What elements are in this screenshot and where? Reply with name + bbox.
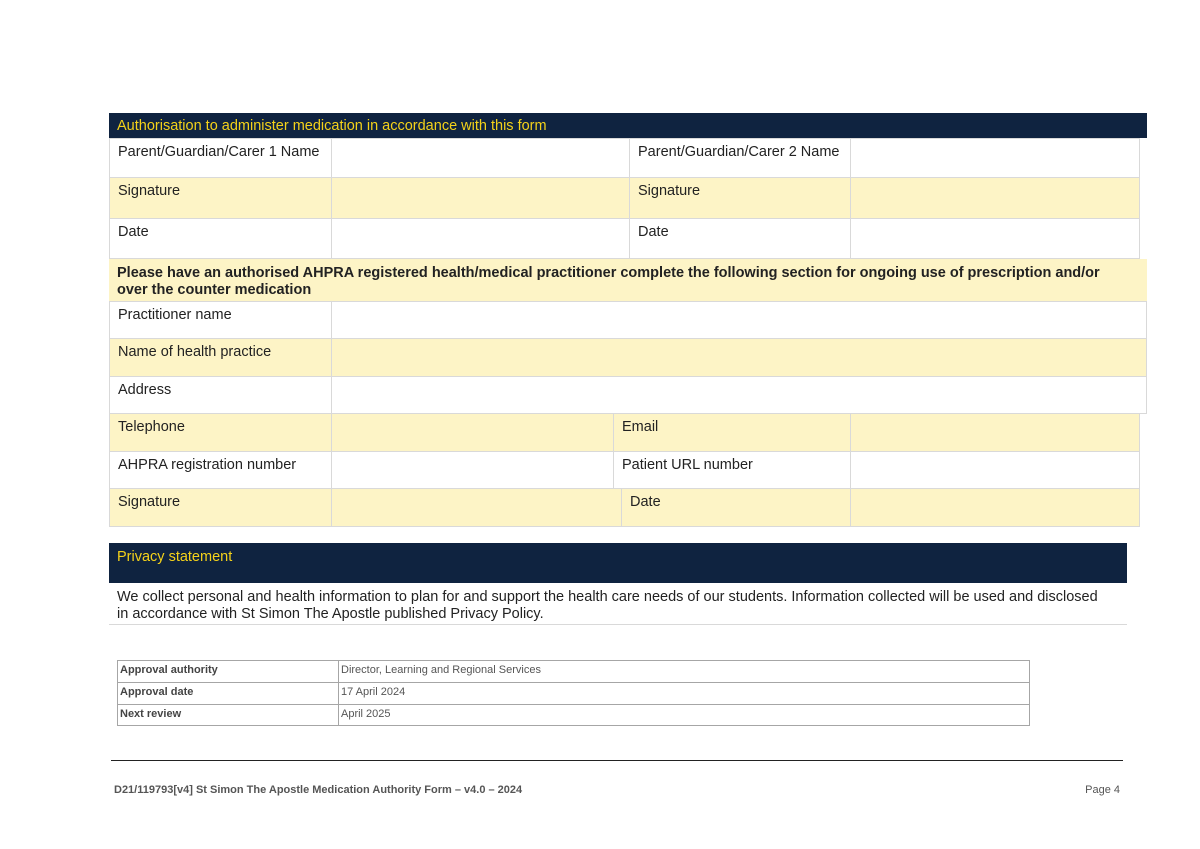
privacy-text: We collect personal and health information to plan for and support the health care needs of our students. Information collected will be used and disclosed in accordance with St Simon The Apostle published Privacy Policy. [109,583,1127,625]
email-label: Email [613,413,851,452]
practitioner-signature-field[interactable] [331,488,622,527]
email-field[interactable] [850,413,1140,452]
carer1-name-field[interactable] [331,138,630,178]
footer-doc-reference: D21/119793[v4] St Simon The Apostle Medication Authority Form – v4.0 – 2024 [114,784,523,796]
carer1-name-label: Parent/Guardian/Carer 1 Name [109,138,332,178]
next-review-value: April 2025 [338,704,1030,726]
carer2-name-field[interactable] [850,138,1140,178]
address-label: Address [109,376,332,414]
telephone-field[interactable] [331,413,614,452]
carer1-signature-field[interactable] [331,177,630,219]
practitioner-date-label: Date [621,488,851,527]
practitioner-instruction: Please have an authorised AHPRA registered health/medical practitioner complete the following section for ongoing use of prescription and/or over the counter medication [109,259,1147,302]
carer2-signature-label: Signature [629,177,851,219]
carer1-date-label: Date [109,218,332,259]
carer1-signature-label: Signature [109,177,332,219]
carer1-date-field[interactable] [331,218,630,259]
telephone-label: Telephone [109,413,332,452]
approval-authority-value: Director, Learning and Regional Services [338,660,1030,683]
health-practice-field[interactable] [331,338,1147,377]
carer2-name-label: Parent/Guardian/Carer 2 Name [629,138,851,178]
approval-date-label: Approval date [117,682,339,705]
patient-url-field[interactable] [850,451,1140,489]
footer-divider [111,760,1123,761]
ahpra-label: AHPRA registration number [109,451,332,489]
privacy-heading: Privacy statement [109,543,1127,583]
practitioner-name-field[interactable] [331,301,1147,339]
address-field[interactable] [331,376,1147,414]
patient-url-label: Patient URL number [613,451,851,489]
page-number: Page 4 [1085,784,1120,796]
approval-authority-label: Approval authority [117,660,339,683]
practitioner-signature-label: Signature [109,488,332,527]
practitioner-name-label: Practitioner name [109,301,332,339]
ahpra-field[interactable] [331,451,614,489]
health-practice-label: Name of health practice [109,338,332,377]
carer2-date-label: Date [629,218,851,259]
next-review-label: Next review [117,704,339,726]
carer2-signature-field[interactable] [850,177,1140,219]
authorisation-heading: Authorisation to administer medication in accordance with this form [109,113,1147,138]
carer2-date-field[interactable] [850,218,1140,259]
practitioner-date-field[interactable] [850,488,1140,527]
approval-date-value: 17 April 2024 [338,682,1030,705]
